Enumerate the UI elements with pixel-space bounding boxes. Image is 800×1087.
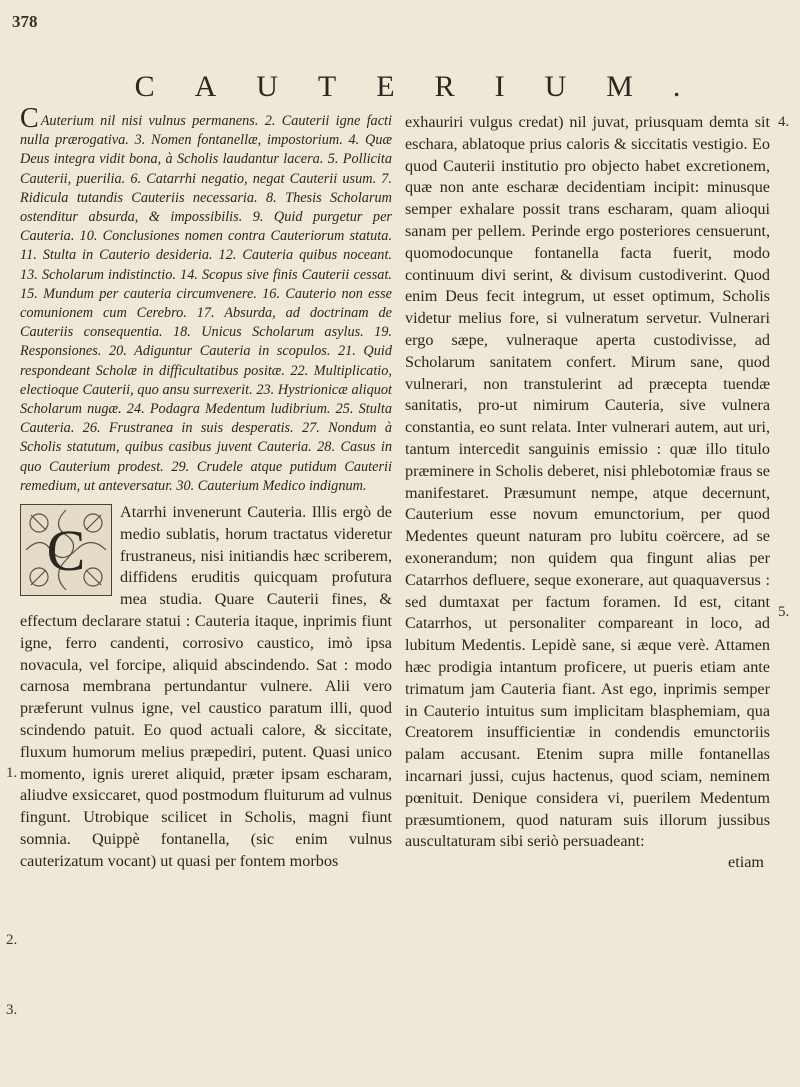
catchword: etiam (728, 853, 764, 872)
right-column (405, 112, 770, 872)
page-title: CAUTERIUM. (134, 70, 721, 103)
margin-note: 2. (6, 932, 18, 948)
left-body-text: Atarrhi invenerunt Cauteria. Illis ergò de medio sublatis, horum tractatus videretur frustraneus, nisi initiandis hæc scriberem, diffidens eruditis quicquam profutura mea studia. Quare Cauterii fines, & effectum declarare statui : Cauteria itaque, inprimis fiunt igne, ferro candenti, corrosivo caustico, imò ipsa novacula, vel forcipe, aliquid abscindendo. Sat : modo carnosa membrana pertundantur vulnere. Alii vero præferunt vulnus igne, vel caustico paratum illi, quod scindendo patuit. Eo quod actuali calore, & siccitate, fluxum humorum melius præpediri, putent. Quasi unico momento, ignis ureret aliquid, præter ipsam escharam, aliudve exsiccaret, quod postmodum fluiturum ad vulnus fingunt. Utrobique scilicet in Scholis, magni fiunt somnia. Quippè fontanella, (sic enim vulnus cauterizatum vocant) ut quasi per fontem morbos (20, 503, 392, 870)
left-column (20, 103, 392, 873)
summary-text: Auterium nil nisi vulnus permanens. 2. Cauterii igne facti nulla prærogativa. 3. Nomen fontanellæ, impostorium. 4. Quæ Deus integra vidit bona, à Scholis laudantur lacera. 5. Pollicita Cauterii, puerilia. 6. Catarrhi negatio, negat Cauterii usum. 7. Ridicula tutandis Cauteriis necessaria. 8. Thesis Scholarum ostenditur absurda, & impossibilis. 9. Quid purgetur per Cauteria. 10. Conclusiones nomen contra Cauteriorum statuta. 11. Stulta in Cauterio desideria. 12. Cauteria quibus noceant. 13. Scholarum indistinctio. 14. Scopus sive finis Cauterii cessat. 15. Mundum per cauteria circumvenere. 16. Cauterio non esse comunionem cum Cerebro. 17. Absurda, ad doctrinam de Cauteriis consequentia. 18. Unicus Scholarum asylus. 19. Responsiones. 20. Adiguntur Cauteria in scopulos. 21. Quid respondeant Scholæ in difficultatibus positæ. 22. Multiplicatio, electioque Cauterii, quo ansu surrexerit. 23. Hystrionicæ aliquot Scholarum nugæ. 24. Podagra Medentum ludibrium. 25. Stulta Cauteria. 26. Frustranea in suis desperatis. 27. Nondum à Scholis statutum, quibus casibus juvent Cauteria. 28. Casus in quo Cauterium prodest. 29. Crudele atque putidum Cauterii remedium, ut anteversatur. 30. Cauterium Medico indignum. (20, 113, 392, 494)
right-body-text: exhauriri vulgus credat) nil juvat, priusquam demta sit eschara, ablatoque prius caloris & siccitatis vestigio. Eo quod Cauterii institutio pro objecto habet excretionem, quæ non ante escharæ decidentiam incipit: minusque semper exhalare possit trans escharam, quam alioqui sanam per pellem. Perinde ergo posteriores censuerunt, quomodocunque fontanella facta fuerit, modo continuum divi serint, & divisum custodiverint. Quod enim Deus fecit integrum, ut esset optimum, Scholis videtur melius fore, si vulneratum servetur. Vulnerari ergo sæpe, vulneraque aperta custodivisse, ad Scholarum sanitatem confert. Mirum sane, quod vulnerari, non transtulerint ad præcepta tuendæ sanitatis, pro-ut nimirum Cauteria, sive vulnera constantia, eo sunt relata. Inter vulnerari autem, aut uri, tantum intercedit sanguinis emissio : quæ illo titulo præminere in Scholis deberet, nisi phlebotomiæ fraus se manifestaret. Præsumunt nempe, atque decernunt, Cauterium esse novum emunctorium, per quod Medentes queunt naturam pro lubitu coërcere, ad se exonerandum; non quidem qua fingunt alias per Catarrhos defluere, seque exonerare, aut quaquaversus : sed dumtaxat per factum foramen. Id est, citant Catarrhos, ut personaliter compareant in loco, ad lubitum Medentis. Lepidè sane, si æque verè. Attamen hæc prodigia intantum proficere, ut pueris etiam ante trimatum jam Cauteria fiant. Ast ego, inprimis semper in Cauterio intuitus sum implicitam blasphemiam, qua Creatorem insufficientiæ in condendis emunctoriis palam accusant. Etenim supra mille fontanellas incarnari jussi, cujus hactenus, quod sciam, neminem pœnituit. Denique considera vi, puerilem Medentum præsumtionem, quod naturam suis illorum jussibus auscultaturam sibi seriò persuadeant: (405, 113, 770, 851)
chapter-summary (20, 103, 392, 496)
ornamental-initial (20, 504, 112, 596)
page-number: 378 (12, 12, 38, 31)
chapter-body (20, 502, 392, 873)
margin-note: 5. (778, 604, 790, 620)
margin-note: 4. (778, 114, 790, 130)
margin-note: 1. (6, 765, 18, 781)
summary-initial: C (20, 103, 39, 134)
margin-note: 3. (6, 1002, 18, 1018)
drop-letter: C (46, 518, 86, 584)
